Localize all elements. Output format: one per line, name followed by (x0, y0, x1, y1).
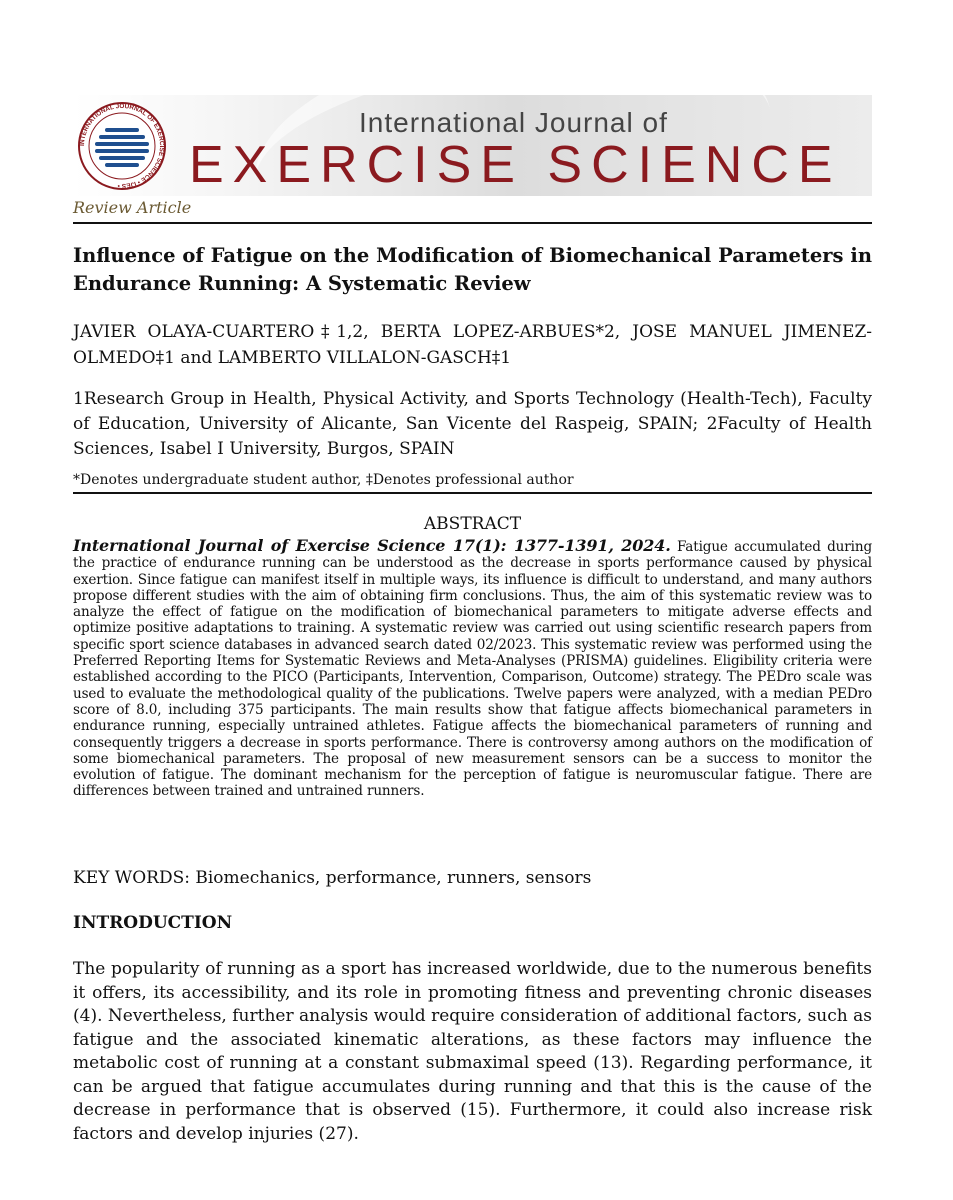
journal-logo-icon (77, 101, 167, 191)
abstract-divider (73, 492, 872, 494)
article-type: Review Article (73, 198, 192, 217)
abstract-citation: International Journal of Exercise Science 17(1): 1377-1391, 2024. (73, 536, 671, 555)
journal-banner (73, 95, 872, 196)
affiliations: 1Research Group in Health, Physical Activity, and Sports Technology (Health-Tech), Faculty of Education, University of Alicante, San Vicente del Raspeig, SPAIN; 2Faculty of Health Sciences, Isabel I University, Burgos, SPAIN (73, 389, 872, 459)
journal-name-big: EXERCISE SCIENCE (189, 136, 842, 194)
abstract-body (73, 538, 872, 800)
author-note: *Denotes undergraduate student author, ‡Denotes professional author (73, 472, 574, 488)
abstract-text: Fatigue accumulated during the practice of endurance running can be understood as the decrease in sports performance caused by physical exertion. Since fatigue can manifest itself in multiple ways, its influence is difficult to understand, and many authors propose different studies with the aim of obtaining firm conclusions. Thus, the aim of this systematic review was to analyze the effect of fatigue on the modification of biomechanical parameters to mitigate adverse effects and optimize positive adaptations to training. A systematic review was carried out using scientific research papers from specific sport science databases in advanced search dated 02/2023. This systematic review was performed using the Preferred Reporting Items for Systematic Reviews and Meta-Analyses (PRISMA) guidelines. Eligibility criteria were established according to the PICO (Participants, Intervention, Comparison, Outcome) strategy. The PEDro scale was used to evaluate the methodological quality of the publications. Twelve papers were analyzed, with a median PEDro score of 8.0, including 375 participants. The main results show that fatigue affects biomechanical parameters in endurance running, especially untrained athletes. Fatigue affects the biomechanical parameters of running and consequently triggers a decrease in sports performance. There is controversy among authors on the modification of some biomechanical parameters. The proposal of new measurement sensors can be a success to monitor the evolution of fatigue. The dominant mechanism for the perception of fatigue is neuromuscular fatigue. There are differences between trained and untrained runners. (73, 539, 872, 800)
article-title: Influence of Fatigue on the Modification of Biomechanical Parameters in Endurance Running: A Systematic Review (73, 244, 872, 295)
abstract-heading: ABSTRACT (423, 514, 522, 534)
header-divider (73, 222, 872, 224)
introduction-heading: INTRODUCTION (73, 913, 233, 933)
journal-name-top: International Journal of (359, 107, 668, 138)
keywords: KEY WORDS: Biomechanics, performance, runners, sensors (73, 868, 592, 888)
introduction-text: The popularity of running as a sport has increased worldwide, due to the numerous benefits it offers, its accessibility, and its role in promoting fitness and preventing chronic diseases (4). Nevertheless, further analysis would require consideration of additional factors, such as fatigue and the associated kinematic alterations, as these factors may influence the metabolic cost of running at a constant submaximal speed (13). Regarding performance, it can be argued that fatigue accumulates during running and that this is the cause of the decrease in performance that is observed (15). Furthermore, it could also increase risk factors and develop injuries (27). (73, 959, 872, 1144)
logo-ring-text: INTERNATIONAL JOURNAL OF EXERCISE SCIENCE • IJES • (78, 102, 166, 190)
author-list: JAVIER OLAYA-CUARTERO‡1,2, BERTA LOPEZ-ARBUES*2, JOSE MANUEL JIMENEZ-OLMEDO‡1 and LAMBERTO VILLALON-GASCH‡1 (73, 322, 872, 368)
